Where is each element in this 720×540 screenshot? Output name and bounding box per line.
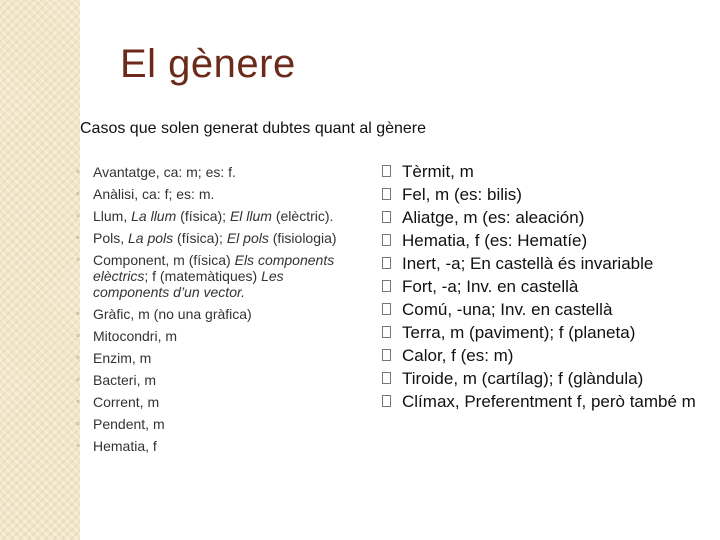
right-list-item-text: Fort, -a; Inv. en castellà: [402, 277, 579, 296]
right-list-item: [382, 392, 702, 411]
left-list-item: [76, 416, 356, 432]
right-list-item: [382, 346, 702, 365]
bullet-icon: ◦: [76, 396, 80, 408]
left-list-item-text: Corrent, m: [93, 394, 160, 410]
left-list-item: [76, 328, 356, 344]
right-list-item-text: Inert, -a; En castellà és invariable: [402, 254, 654, 273]
bullet-icon: ◦: [76, 374, 80, 386]
left-list-item-text: Hematia, f: [93, 438, 157, 454]
left-list-item-text: Component, m (física) Els components elèctrics; f (matemàtiques) Les components d’un vector.: [93, 252, 335, 300]
bullet-icon: ◦: [76, 440, 80, 452]
checkbox-bullet-icon: [382, 211, 391, 223]
checkbox-bullet-icon: [382, 280, 391, 292]
checkbox-bullet-icon: [382, 257, 391, 269]
right-list-item-text: Tiroide, m (cartílag); f (glàndula): [402, 369, 644, 388]
right-list-item: [382, 231, 702, 250]
left-list-item: [76, 350, 356, 366]
left-list-item-text: Avantatge, ca: m; es: f.: [93, 164, 236, 180]
right-checkbox-list: [382, 162, 702, 415]
right-list-item: [382, 208, 702, 227]
right-list-item-text: Aliatge, m (es: aleación): [402, 208, 585, 227]
bullet-icon: ◦: [76, 308, 80, 320]
checkbox-bullet-icon: [382, 326, 391, 338]
checkbox-bullet-icon: [382, 395, 391, 407]
right-list-item: [382, 162, 702, 181]
left-list-item-text: Anàlisi, ca: f; es: m.: [93, 186, 215, 202]
left-list-item: [76, 186, 356, 202]
left-bullet-list: [76, 164, 356, 460]
right-list-item-text: Fel, m (es: bilis): [402, 185, 522, 204]
right-list-item: [382, 277, 702, 296]
left-list-item: [76, 208, 356, 224]
slide-subtitle: Casos que solen generat dubtes quant al gènere: [80, 120, 427, 137]
right-list-item: [382, 300, 702, 319]
checkbox-bullet-icon: [382, 234, 391, 246]
bullet-icon: ◦: [76, 254, 80, 266]
slide-title: El gènere: [120, 42, 296, 86]
checkbox-bullet-icon: [382, 303, 391, 315]
right-list-item-text: Calor, f (es: m): [402, 346, 514, 365]
left-list-item-text: Mitocondri, m: [93, 328, 178, 344]
right-list-item: [382, 323, 702, 342]
left-list-item-text: Gràfic, m (no una gràfica): [93, 306, 252, 322]
left-list-item: [76, 394, 356, 410]
left-list-item-text: Llum, La llum (física); El llum (elèctric).: [93, 208, 334, 224]
right-list-item: [382, 369, 702, 388]
left-list-item-text: Pendent, m: [93, 416, 165, 432]
left-list-item: [76, 252, 356, 300]
bullet-icon: ◦: [76, 352, 80, 364]
bullet-icon: ◦: [76, 210, 80, 222]
checkbox-bullet-icon: [382, 372, 391, 384]
right-list-item-text: Tèrmit, m: [402, 162, 474, 181]
right-list-item-text: Hematia, f (es: Hematíe): [402, 231, 588, 250]
checkbox-bullet-icon: [382, 165, 391, 177]
bullet-icon: ◦: [76, 232, 80, 244]
right-list-item: [382, 254, 702, 273]
bullet-icon: ◦: [76, 188, 80, 200]
left-list-item-text: Pols, La pols (física); El pols (fisiologia): [93, 230, 337, 246]
left-list-item-text: Bacteri, m: [93, 372, 157, 388]
left-list-item: [76, 306, 356, 322]
left-list-item: [76, 164, 356, 180]
bullet-icon: ◦: [76, 418, 80, 430]
left-list-item-text: Enzim, m: [93, 350, 152, 366]
right-list-item-text: Clímax, Preferentment f, però també m: [402, 392, 696, 411]
left-list-item: [76, 438, 356, 454]
left-list-item: [76, 372, 356, 388]
bullet-icon: ◦: [76, 166, 80, 178]
bullet-icon: ◦: [76, 330, 80, 342]
checkbox-bullet-icon: [382, 349, 391, 361]
checkbox-bullet-icon: [382, 188, 391, 200]
right-list-item-text: Terra, m (paviment); f (planeta): [402, 323, 636, 342]
right-list-item: [382, 185, 702, 204]
decorative-side-strip: [0, 0, 80, 540]
right-list-item-text: Comú, -una; Inv. en castellà: [402, 300, 613, 319]
left-list-item: [76, 230, 356, 246]
